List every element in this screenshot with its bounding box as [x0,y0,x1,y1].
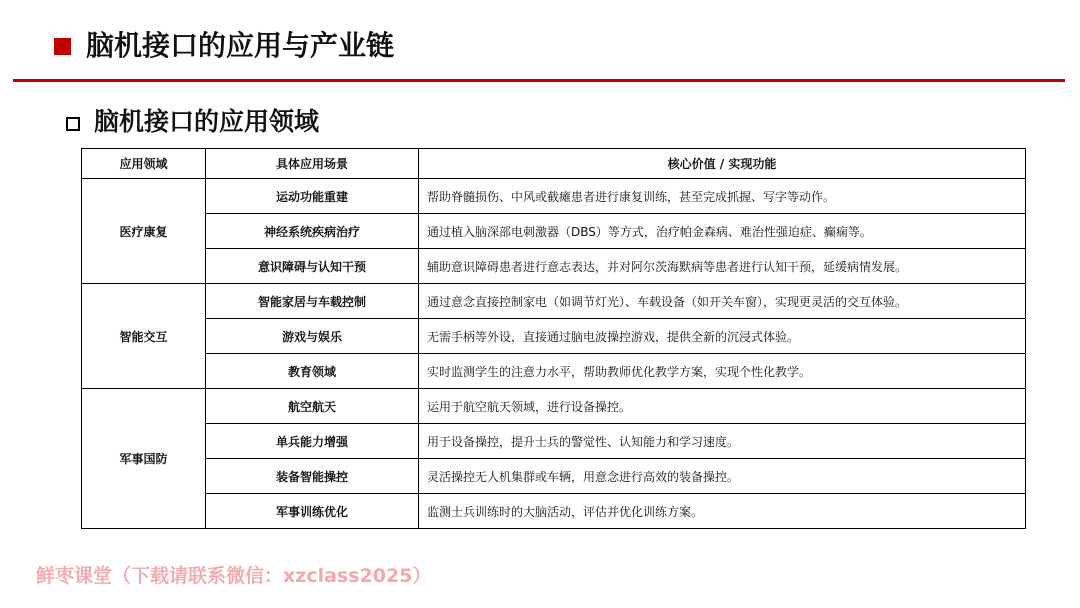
table-row [82,319,1026,354]
value-cell: 无需手柄等外设，直接通过脑电波操控游戏，提供全新的沉浸式体验。 [419,319,1026,354]
section-bullet-square [66,117,80,131]
value-cell: 实时监测学生的注意力水平，帮助教师优化教学方案，实现个性化教学。 [419,354,1026,389]
scene-cell: 神经系统疾病治疗 [206,214,419,249]
value-cell: 监测士兵训练时的大脑活动，评估并优化训练方案。 [419,494,1026,529]
watermark: 鲜枣课堂（下载请联系微信：xzclass2025） [36,565,432,587]
table-row [82,249,1026,284]
scene-cell: 单兵能力增强 [206,424,419,459]
title-bullet-square [54,38,71,55]
table-row [82,354,1026,389]
table-row [82,494,1026,529]
value-cell: 用于设备操控，提升士兵的警觉性、认知能力和学习速度。 [419,424,1026,459]
value-cell: 辅助意识障碍患者进行意志表达，并对阿尔茨海默病等患者进行认知干预，延缓病情发展。 [419,249,1026,284]
section-title: 脑机接口的应用领域 [94,107,320,136]
domain-cell: 军事国防 [82,389,206,529]
table-header-row [82,149,1026,179]
scene-cell: 智能家居与车载控制 [206,284,419,319]
table-row [82,214,1026,249]
scene-cell: 装备智能操控 [206,459,419,494]
value-cell: 灵活操控无人机集群或车辆，用意念进行高效的装备操控。 [419,459,1026,494]
scene-cell: 游戏与娱乐 [206,319,419,354]
table-row [82,459,1026,494]
scene-cell: 意识障碍与认知干预 [206,249,419,284]
title-divider [13,79,1065,82]
domain-cell: 智能交互 [82,284,206,389]
value-cell: 运用于航空航天领域，进行设备操控。 [419,389,1026,424]
header-value: 核心价值 / 实现功能 [419,149,1026,179]
application-table [81,148,1026,529]
scene-cell: 运动功能重建 [206,179,419,214]
value-cell: 帮助脊髓损伤、中风或截瘫患者进行康复训练，甚至完成抓握、写字等动作。 [419,179,1026,214]
scene-cell: 军事训练优化 [206,494,419,529]
table-row [82,389,1026,424]
scene-cell: 航空航天 [206,389,419,424]
scene-cell: 教育领域 [206,354,419,389]
table-row [82,424,1026,459]
domain-cell: 医疗康复 [82,179,206,284]
header-scene: 具体应用场景 [206,149,419,179]
value-cell: 通过植入脑深部电刺激器（DBS）等方式，治疗帕金森病、难治性强迫症、癫痫等。 [419,214,1026,249]
page-title: 脑机接口的应用与产业链 [86,29,395,62]
header-domain: 应用领域 [82,149,206,179]
table-row [82,284,1026,319]
table-row [82,179,1026,214]
value-cell: 通过意念直接控制家电（如调节灯光）、车载设备（如开关车窗），实现更灵活的交互体验。 [419,284,1026,319]
